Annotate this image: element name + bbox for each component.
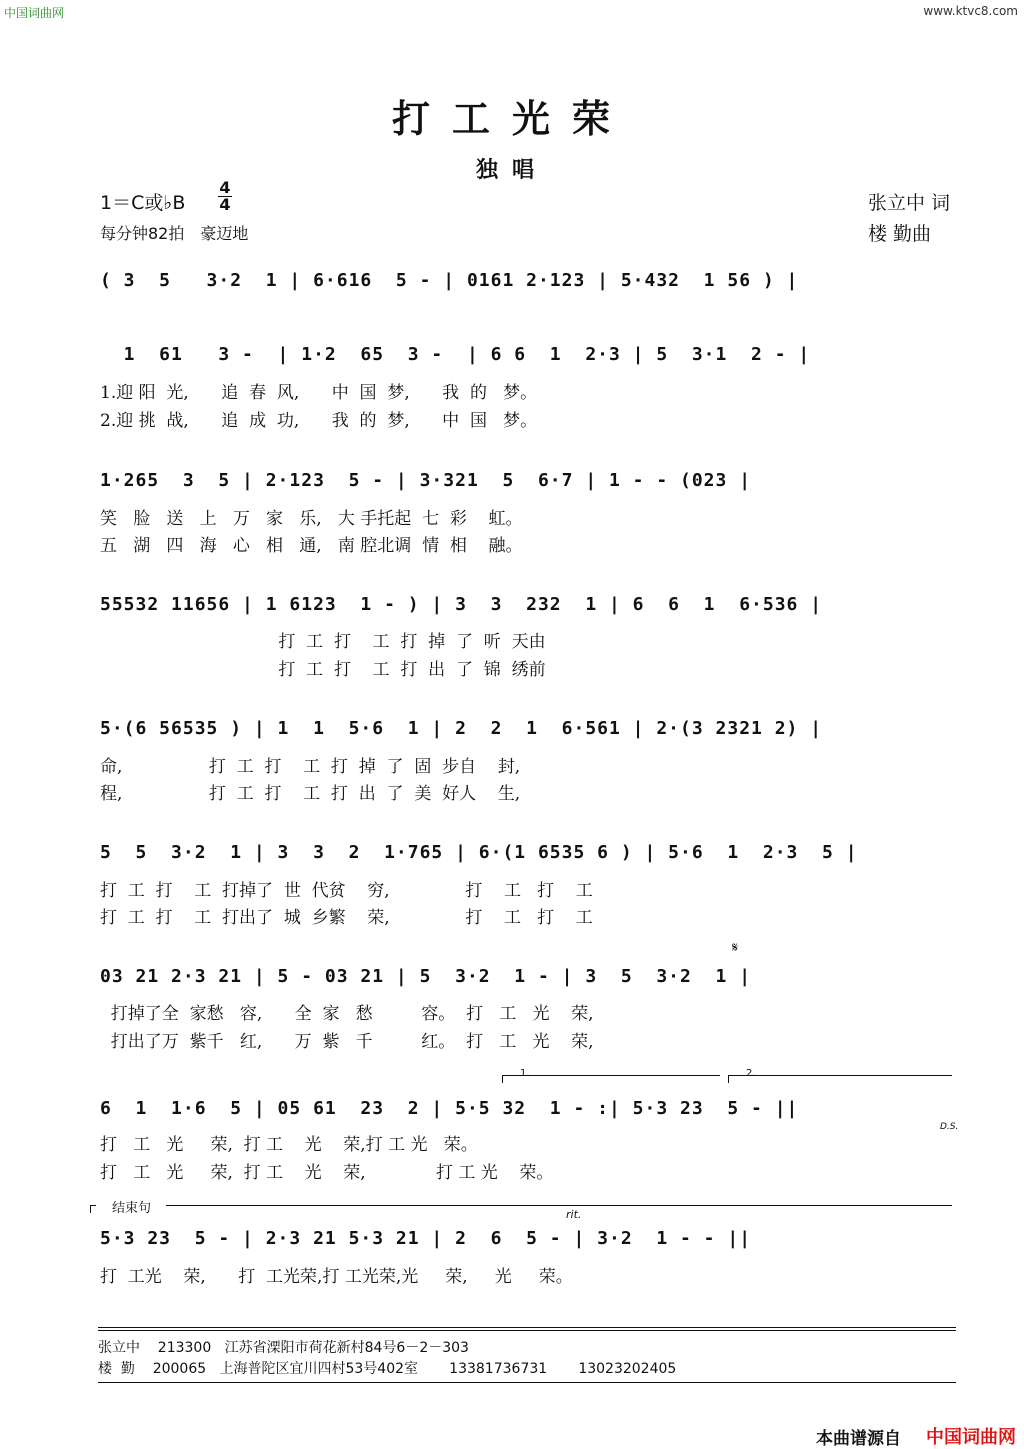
score-line-7: 03 21 2·3 21 | 5 - 03 21 | 5 3·2 1 - | 3 5 3·2 1 | — [100, 966, 752, 987]
time-signature-top: 4 — [219, 178, 231, 197]
lyric-verse1-line-3: 打 工 打 工 打 掉 了 听 天由 — [100, 632, 546, 652]
footer-rule-bottom — [98, 1382, 956, 1383]
coda-bracket-line — [166, 1205, 952, 1206]
coda-bracket-tick — [90, 1205, 91, 1213]
score-line-6: 5 5 3·2 1 | 3 3 2 1·765 | 6·(1 6535 6 ) | 5·6 1 2·3 5 | — [100, 842, 858, 863]
score-line-5: 5·(6 56535 ) | 1 1 5·6 1 | 2 2 1 6·561 | 2·(3 2321 2) | — [100, 718, 823, 739]
first-ending-bracket — [502, 1075, 720, 1076]
second-ending-bracket — [728, 1075, 952, 1076]
score-line-8: 6 1 1·6 5 | 05 61 23 2 | 5·5 32 1 - :| 5·3 23 5 - || — [100, 1098, 799, 1119]
lyric-verse2-line-6: 打出了万 紫千 红, 万 紫 千 红。 打 工 光 荣, — [100, 1032, 594, 1052]
lyric-verse2-line-3: 打 工 打 工 打 出 了 锦 绣前 — [100, 660, 546, 680]
time-signature — [218, 180, 232, 213]
score-line-2: 1 61 3 - | 1·2 65 3 - | 6 6 1 2·3 | 5 3·1 2 - | — [100, 344, 811, 365]
ds-marking: D.S. — [940, 1122, 959, 1132]
lyricist-credit: 张立中 词 — [868, 192, 951, 214]
coda-label: 结束句 — [112, 1201, 152, 1216]
song-title: 打工光荣 — [391, 96, 632, 141]
lyric-verse2-line-2: 五 湖 四 海 心 相 通, 南 腔北调 情 相 融。 — [100, 536, 523, 556]
score-line-4: 55532 11656 | 1 6123 1 - ) | 3 3 232 1 | 6 6 1 6·536 | — [100, 594, 823, 615]
footer-contact-composer: 楼 勤 200065 上海普陀区宜川四村53号402室 13381736731 13023202405 — [98, 1361, 677, 1377]
composer-credit: 楼 勤曲 — [868, 223, 932, 245]
score-line-1: ( 3 5 3·2 1 | 6·616 5 - | 0161 2·123 | 5·432 1 56 ) | — [100, 270, 799, 291]
first-ending-tick — [502, 1075, 503, 1083]
lyric-verse2-line-7: 打 工 光 荣, 打 工 光 荣, 打 工 光 荣。 — [100, 1163, 554, 1183]
second-ending-tick — [728, 1075, 729, 1083]
site-name-left[interactable]: 中国词曲网 — [4, 6, 65, 20]
time-signature-bottom: 4 — [219, 195, 231, 214]
coda-bracket-start — [90, 1205, 96, 1206]
source-label: 本曲谱源自 — [816, 1429, 901, 1449]
segno-sign: 𝄋 — [732, 940, 739, 956]
footer-contact-lyricist: 张立中 213300 江苏省溧阳市荷花新村84号6－2－303 — [98, 1340, 469, 1356]
lyric-verse1-line-2: 笑 脸 送 上 万 家 乐, 大 手托起 七 彩 虹。 — [100, 509, 523, 529]
score-line-3: 1·265 3 5 | 2·123 5 - | 3·321 5 6·7 | 1 - - (023 | — [100, 470, 752, 491]
source-brand-link[interactable]: 中国词曲网 — [926, 1427, 1016, 1448]
tempo-marking: 每分钟82拍 豪迈地 — [100, 224, 249, 243]
lyric-verse1-line-7: 打 工 光 荣, 打 工 光 荣,打 工 光 荣。 — [100, 1135, 478, 1155]
song-subtitle: 独唱 — [475, 157, 548, 183]
score-line-9: 5·3 23 5 - | 2·3 21 5·3 21 | 2 6 5 - | 3·2 1 - - || — [100, 1228, 752, 1249]
lyric-verse2-line-5: 打 工 打 工 打出了 城 乡繁 荣, 打 工 打 工 — [100, 908, 593, 928]
lyric-ending-line: 打 工光 荣, 打 工光荣,打 工光荣,光 荣, 光 荣。 — [100, 1267, 573, 1287]
lyric-verse1-line-6: 打掉了全 家愁 容, 全 家 愁 容。 打 工 光 荣, — [100, 1004, 594, 1024]
site-url-right[interactable]: www.ktvc8.com — [923, 4, 1018, 18]
lyric-verse1-line-5: 打 工 打 工 打掉了 世 代贫 穷, 打 工 打 工 — [100, 881, 593, 901]
key-signature: 1＝C或♭B — [100, 192, 186, 214]
second-ending-number: 2. — [746, 1068, 756, 1079]
lyric-verse1-line-4: 命, 打 工 打 工 打 掉 了 固 步自 封, — [100, 757, 521, 777]
rit-marking: rit. — [566, 1208, 582, 1221]
footer-rule-top-2 — [98, 1330, 956, 1331]
footer-rule-top — [98, 1327, 956, 1328]
lyric-verse2-line-4: 程, 打 工 打 工 打 出 了 美 好人 生, — [100, 784, 521, 804]
lyric-verse1-line-1: 1.迎 阳 光, 追 春 风, 中 国 梦, 我 的 梦。 — [100, 383, 538, 403]
lyric-verse2-line-1: 2.迎 挑 战, 追 成 功, 我 的 梦, 中 国 梦。 — [100, 411, 538, 431]
first-ending-number: 1. — [520, 1068, 530, 1079]
